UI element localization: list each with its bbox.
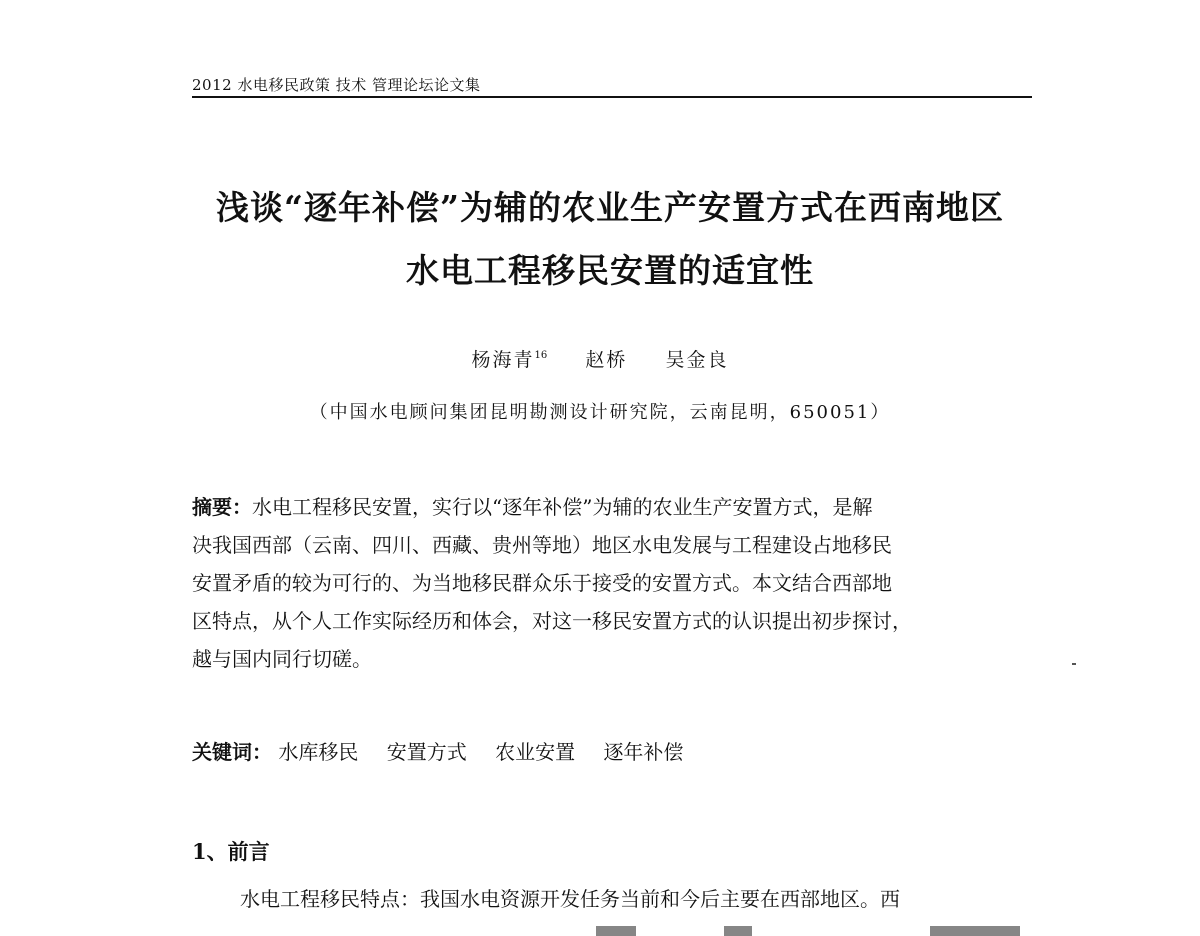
abstract-line: 区特点，从个人工作实际经历和体会，对这一移民安置方式的认识提出初步探讨， (192, 609, 912, 633)
running-header: 2012 水电移民政策 技术 管理论坛论文集 (192, 76, 481, 94)
body-paragraph-line: 水电工程移民特点：我国水电资源开发任务当前和今后主要在西部地区。西 (240, 887, 900, 911)
cut-off-text-fragment (930, 926, 1020, 936)
abstract-label: 摘要： (192, 495, 252, 519)
keywords-label: 关键词： (192, 740, 272, 764)
author-name: 杨海青 (471, 349, 535, 371)
abstract-line: 决我国西部（云南、四川、西藏、贵州等地）地区水电发展与工程建设占地移民 (192, 533, 892, 557)
author-footnote-mark: 16 (534, 350, 548, 361)
author-name: 赵桥 (585, 349, 628, 371)
author-affiliation: （中国水电顾问集团昆明勘测设计研究院，云南昆明，650051） (309, 402, 891, 423)
author-name: 吴金良 (665, 349, 729, 371)
keyword: 安置方式 (386, 740, 467, 764)
section-heading: 1、前言 (192, 839, 270, 864)
abstract-line: 越与国内同行切磋。 (192, 647, 372, 671)
paper-title-line-1: 浅谈“逐年补偿”为辅的农业生产安置方式在西南地区 (216, 188, 1004, 227)
cut-off-text-fragment (724, 926, 752, 936)
keyword: 农业安置 (495, 740, 576, 764)
cut-off-text-fragment (596, 926, 636, 936)
author-list (0, 345, 1200, 372)
paper-title-line-2: 水电工程移民安置的适宜性 (406, 251, 814, 290)
abstract-line: 安置矛盾的较为可行的、为当地移民群众乐于接受的安置方式。本文结合西部地 (192, 571, 892, 595)
keyword: 逐年补偿 (603, 740, 684, 764)
scan-artifact (1072, 663, 1076, 665)
keywords (192, 736, 705, 765)
abstract-line: 水电工程移民安置，实行以“逐年补偿”为辅的农业生产安置方式，是解 (252, 495, 873, 519)
keyword: 水库移民 (278, 740, 359, 764)
header-rule (192, 96, 1032, 98)
abstract (192, 488, 1032, 678)
